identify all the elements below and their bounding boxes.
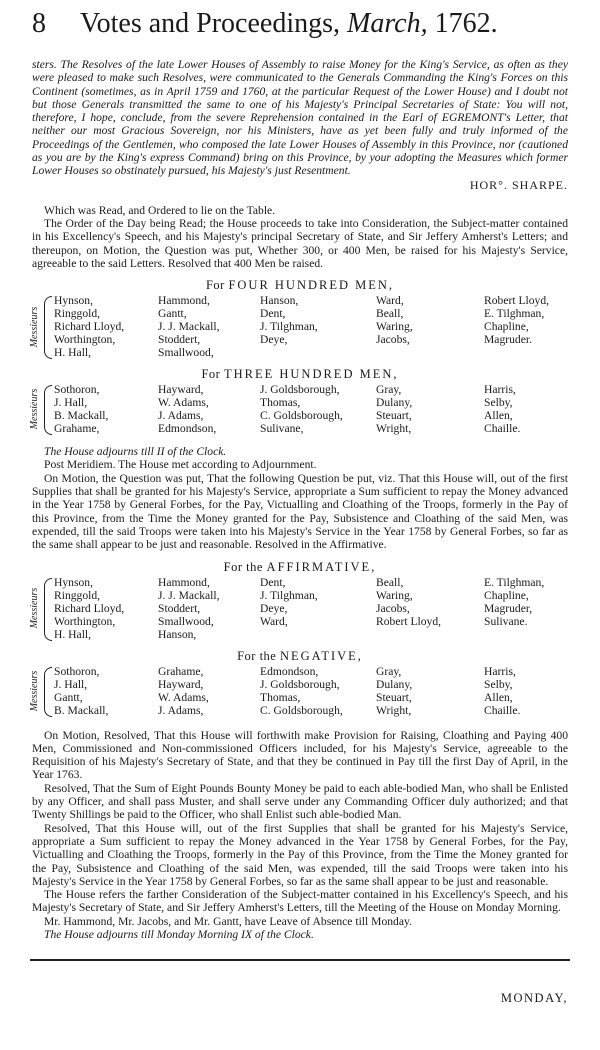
vote-table-three-hundred	[29, 383, 568, 436]
member-name: Allen,	[484, 690, 513, 704]
messieurs-label: Messieurs	[29, 670, 40, 711]
member-name: Richard Lloyd,	[54, 601, 125, 615]
vote-row	[54, 576, 568, 589]
vote-row	[54, 383, 568, 396]
member-name: J. Tilghman,	[260, 588, 318, 602]
page-number: 8	[32, 8, 46, 39]
member-name: Grahame,	[54, 422, 100, 436]
footer-rule	[30, 959, 570, 961]
member-name: Wright,	[376, 703, 412, 717]
member-name: Hynson,	[54, 294, 93, 308]
member-name: Gray,	[376, 383, 402, 397]
vote-prefix: For the	[223, 559, 263, 574]
member-name: J. Hall,	[54, 396, 88, 410]
governor-letter	[32, 58, 568, 192]
vote-row	[54, 320, 568, 333]
member-name: Dent,	[260, 307, 286, 321]
member-name: E. Tilghman,	[484, 575, 545, 589]
vote-row	[54, 294, 568, 307]
member-name: Waring,	[376, 320, 413, 334]
member-name: Chapline,	[484, 588, 529, 602]
brace	[44, 667, 52, 717]
member-name: Deye,	[260, 601, 288, 615]
member-name: Thomas,	[260, 396, 301, 410]
member-name: Harris,	[484, 383, 516, 397]
member-name: Hayward,	[158, 383, 204, 397]
para-adjourn: The House adjourns till II of the Clock.	[44, 445, 227, 459]
vote-row	[54, 691, 568, 704]
vote-title: AFFIRMATIVE,	[266, 559, 377, 574]
catchword: MONDAY,	[500, 991, 568, 1006]
member-name: Hynson,	[54, 575, 93, 589]
vote-row	[54, 602, 568, 615]
letter-text: sters. The Resolves of the late Lower Houses of Assembly to raise Money for the King's Service, as often as they were pleased to make such Resolves, were communicated to the Generals Commanding the King's Forces on this Continent (sometimes, as in April 1759 and 1760, at the particular Request of the Lower House) and I doubt not but those Generals transmitted the same to one of his Majesty's Principal Secretaries of State: You will not, therefore, I hope, conclude, from the severe Reprehension contained in the Earl of EGREMONT's Letter, that neither our most Gracious Sovereign, nor his Ministers, have as yet been fully and truly informed of the Proceedings of the Gentlemen, who composed the late Lower Houses of Assembly in this Province, nor (cautioned as you are by the King's express Command) bring on this Province, by your adopting the Measures which former Lower Houses so obstinately pursued, his Majesty's just Resentment.	[32, 58, 568, 178]
title-year: 1762.	[434, 8, 498, 39]
member-name: Allen,	[484, 409, 513, 423]
member-name: Dent,	[260, 575, 286, 589]
vote-row	[54, 307, 568, 320]
member-name: Beall,	[376, 575, 404, 589]
member-name: E. Tilghman,	[484, 307, 545, 321]
para-supplies: Resolved, That this House will, out of the first Supplies that shall be granted for his Majesty's Service, appropriate a Sum sufficient to repay the Money advanced in the Year 1758 by General Forbes, for the Pay, Victualling and Cloathing the Troops, formerly in the Pay of this Province, from the Time the Money granted for the Pay, Subsistence and Cloathing of the said Men, was expended, till the said Troops were taken into his Majesty's Service in the Year 1758 by General Forbes, so far as the same shall appear to be just and reasonable.	[32, 821, 568, 888]
brace	[44, 578, 52, 641]
vote-prefix: For	[201, 367, 221, 382]
member-name: Chaille.	[484, 422, 521, 436]
member-name: Smallwood,	[158, 614, 214, 628]
member-name: Dulany,	[376, 677, 413, 691]
member-name: J. Hall,	[54, 677, 88, 691]
title-text: Votes and Proceedings,	[80, 8, 340, 39]
vote-row	[54, 704, 568, 717]
vote-row	[54, 333, 568, 346]
member-name: J. Tilghman,	[260, 320, 318, 334]
member-name: Thomas,	[260, 690, 301, 704]
member-name: Harris,	[484, 664, 516, 678]
member-name: B. Mackall,	[54, 409, 109, 423]
vote-aff-heading	[32, 560, 568, 575]
member-name: Gantt,	[158, 307, 187, 321]
member-name: W. Adams,	[158, 396, 209, 410]
vote-table-four-hundred	[29, 294, 568, 360]
member-name: J. J. Mackall,	[158, 588, 220, 602]
para-read: Which was Read, and Ordered to lie on the Table.	[44, 203, 276, 217]
spacer	[32, 192, 568, 204]
member-name: W. Adams,	[158, 690, 209, 704]
para-provision: On Motion, Resolved, That this House will forthwith make Provision for Raising, Cloathing and Paying 400 Men, Commissioned and Non-commissioned Officers included, for his Majesty's Service, agreeable to the Requisition of his Majesty's Secretary of State, and that they be continued in Pay till the first Day of April, in the Year 1763.	[32, 728, 568, 782]
member-name: Sothoron,	[54, 383, 100, 397]
member-name: Robert Lloyd,	[376, 614, 442, 628]
member-name: Magruder,	[484, 601, 533, 615]
member-name: Stoddert,	[158, 601, 201, 615]
vote-three-heading	[32, 367, 568, 382]
member-name: Ward,	[260, 614, 288, 628]
member-name: J. J. Mackall,	[158, 320, 220, 334]
vote-row	[54, 409, 568, 422]
member-name: J. Adams,	[158, 703, 204, 717]
member-name: Waring,	[376, 588, 413, 602]
messieurs-label: Messieurs	[29, 306, 40, 347]
vote-row	[54, 665, 568, 678]
member-name: Sulivane.	[484, 614, 528, 628]
vote-table-negative	[29, 664, 568, 717]
member-name: H. Hall,	[54, 627, 92, 641]
member-name: Stoddert,	[158, 333, 201, 347]
member-name: H. Hall,	[54, 346, 92, 360]
para-adjourn-monday: The House adjourns till Monday Morning IX of the Clock.	[44, 927, 314, 941]
member-name: Steuart,	[376, 409, 412, 423]
member-name: J. Goldsborough,	[260, 383, 340, 397]
member-name: Gray,	[376, 664, 402, 678]
member-name: Ward,	[376, 294, 404, 308]
vote-table-affirmative	[29, 575, 568, 641]
member-name: Richard Lloyd,	[54, 320, 125, 334]
brace	[44, 296, 52, 359]
member-name: J. Goldsborough,	[260, 677, 340, 691]
member-name: Chaille.	[484, 703, 521, 717]
vote-row	[54, 422, 568, 435]
member-name: Chapline,	[484, 320, 529, 334]
page-title	[80, 8, 498, 40]
signature: HOR°. SHARPE.	[469, 177, 568, 192]
member-name: Ringgold,	[54, 307, 101, 321]
member-name: Dulany,	[376, 396, 413, 410]
member-name: Jacobs,	[376, 333, 410, 347]
para-leave: Mr. Hammond, Mr. Jacobs, and Mr. Gantt, have Leave of Absence till Monday.	[44, 914, 412, 928]
vote-row	[54, 678, 568, 691]
member-name: Sothoron,	[54, 664, 100, 678]
para-motion-forbes: On Motion, the Question was put, That the following Question be put, viz. That this House will, out of the first Supplies that shall be granted for his Majesty's Service, appropriate a Sum sufficient to repay the Money advanced in the Year 1758 by General Forbes, for the Pay, Victualling and Cloathing of the Troops, formerly in the Pay of this Province, from the Time the Money granted for the Pay, Subsistence and Cloathing of the said Men, was expended, till the said Troops were taken into his Majesty's Service in the Year 1758 by General Forbes, so far as the same shall appear to be just and reasonable. Resolved in the Affirmative.	[32, 471, 568, 552]
messieurs-label: Messieurs	[29, 388, 40, 430]
member-name: Hanson,	[158, 627, 197, 641]
vote-title: THREE HUNDRED MEN,	[223, 367, 399, 382]
member-name: Hammond,	[158, 294, 210, 308]
member-name: C. Goldsborough,	[260, 409, 343, 423]
order-of-day	[32, 204, 568, 270]
member-name: Gantt,	[54, 690, 83, 704]
member-name: Edmondson,	[260, 664, 319, 678]
vote-row	[54, 628, 568, 641]
para-post-meridiem: Post Meridiem. The House met according to Adjournment.	[44, 458, 317, 472]
member-name: B. Mackall,	[54, 703, 109, 717]
member-name: Worthington,	[54, 333, 116, 347]
member-name: Robert Lloyd,	[484, 294, 550, 308]
vote-neg-heading	[32, 649, 568, 664]
para-order: The Order of the Day being Read; the House proceeds to take into Consideration, the Subject-matter contained in his Excellency's Speech, and his Majesty's principal Secretary of State, and Sir Jeffery Amherst's Letters; and thereupon, on Motion, the Question was put, Whether 300, or 400 Men, be raised for his Majesty's Service, agreeable to the said Letters. Resolved that 400 Men be raised.	[32, 216, 568, 270]
member-name: J. Adams,	[158, 409, 204, 423]
vote-row	[54, 346, 568, 359]
member-name: Wright,	[376, 422, 412, 436]
para-refers: The House refers the farther Consideration of the Subject-matter contained in his Excellency's Speech, and his Majesty's Secretary of State, and Sir Jeffery Amherst's Letters, till the Meeting of the House on Monday Morning.	[32, 888, 568, 915]
member-name: Sulivane,	[260, 422, 304, 436]
member-name: Selby,	[484, 677, 513, 691]
member-name: Jacobs,	[376, 601, 410, 615]
member-name: Hayward,	[158, 677, 204, 691]
member-name: Magruder.	[484, 333, 532, 347]
member-name: Smallwood,	[158, 346, 214, 360]
resolutions	[32, 729, 568, 942]
page-body	[29, 58, 568, 941]
member-name: Ringgold,	[54, 588, 101, 602]
member-name: Hammond,	[158, 575, 210, 589]
vote-row	[54, 615, 568, 628]
brace	[44, 385, 52, 435]
para-bounty: Resolved, That the Sum of Eight Pounds Bounty Money be paid to each able-bodied Man, who shall be Enlisted by any Officer, and shall pass Muster, and shall serve under any Commanding Officer duly authorized; and that Twenty Shillings be paid to the Officer, who shall Enlist such able-bodied Man.	[32, 781, 568, 822]
vote-prefix: For	[205, 278, 225, 293]
member-name: Grahame,	[158, 664, 204, 678]
member-name: Worthington,	[54, 614, 116, 628]
vote-title: NEGATIVE,	[279, 648, 363, 663]
member-name: Edmondson,	[158, 422, 217, 436]
member-name: C. Goldsborough,	[260, 703, 343, 717]
member-name: Steuart,	[376, 690, 412, 704]
title-month: March,	[347, 8, 428, 39]
member-name: Hanson,	[260, 294, 299, 308]
afternoon-session	[32, 445, 568, 551]
messieurs-label: Messieurs	[29, 587, 40, 629]
vote-row	[54, 589, 568, 602]
vote-row	[54, 396, 568, 409]
member-name: Deye,	[260, 333, 288, 347]
vote-prefix: For the	[237, 648, 277, 663]
member-name: Beall,	[376, 307, 404, 321]
vote-four-heading	[32, 278, 568, 293]
page-header	[32, 0, 572, 58]
vote-title: FOUR HUNDRED MEN,	[228, 278, 395, 293]
member-name: Selby,	[484, 396, 513, 410]
